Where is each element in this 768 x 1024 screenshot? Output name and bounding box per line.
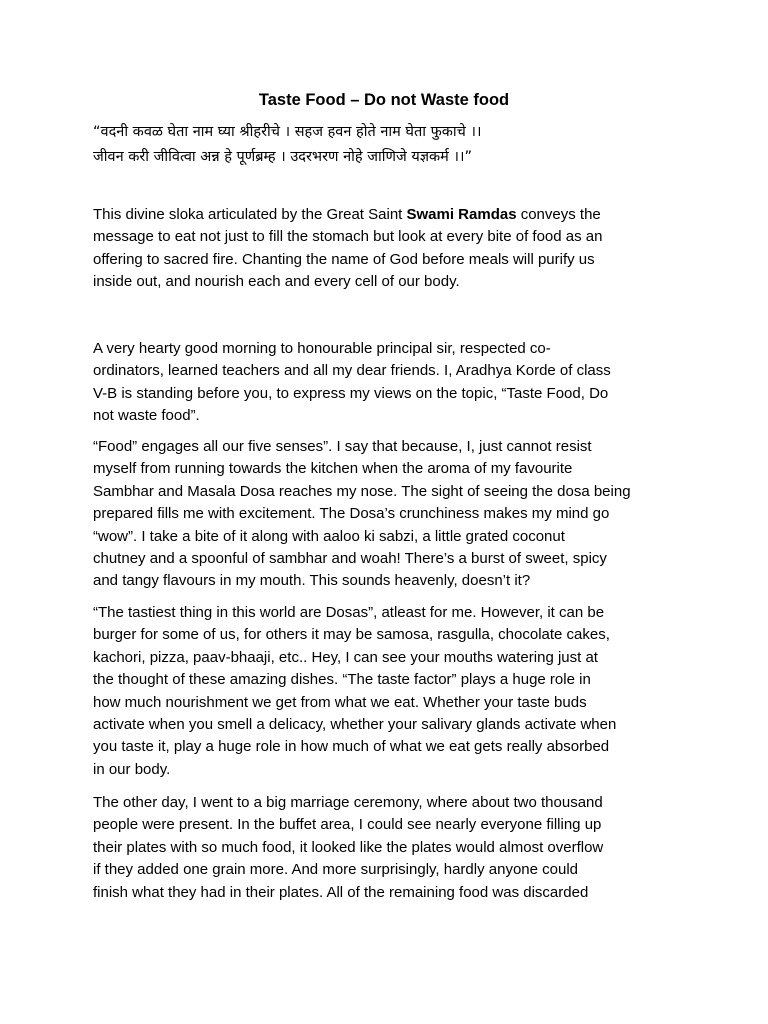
text-span: This divine sloka articulated by the Great Saint xyxy=(93,206,407,223)
paragraph-line: not waste food”. xyxy=(93,407,200,425)
paragraph-line: kachori, pizza, paav-bhaaji, etc.. Hey, I can see your mouths watering just at xyxy=(93,648,598,666)
page-title: Taste Food – Do not Waste food xyxy=(258,91,510,109)
paragraph-line: activate when you smell a delicacy, whether your salivary glands activate when xyxy=(93,716,617,734)
marriage-paragraph xyxy=(93,792,683,904)
greeting-paragraph xyxy=(93,338,683,428)
tastiest-paragraph xyxy=(93,602,683,781)
paragraph-line: “Food” engages all our five senses”. I say that because, I, just cannot resist xyxy=(93,438,592,455)
paragraph-line: “wow”. I take a bite of it along with aaloo ki sabzi, a little grated coconut xyxy=(93,527,565,545)
paragraph-line: finish what they had in their plates. All of the remaining food was discarded xyxy=(93,883,589,901)
paragraph-line: in our body. xyxy=(93,760,171,778)
text-span: conveys the xyxy=(516,206,601,223)
paragraph-line: message to eat not just to fill the stomach but look at every bite of food as an xyxy=(93,228,603,246)
paragraph-line: how much nourishment we get from what we eat. Whether your taste buds xyxy=(93,693,587,711)
sloka-line: जीवन करी जीवित्वा अन्न हे पूर्णब्रम्ह । उदरभरण नोहे जाणिजे यज्ञकर्म ।।” xyxy=(93,149,472,165)
paragraph-line: chutney and a spoonful of sambhar and woah! There’s a burst of sweet, spicy xyxy=(93,550,607,568)
paragraph-line: V-B is standing before you, to express my views on the topic, “Taste Food, Do xyxy=(93,384,609,402)
paragraph-line: you taste it, play a huge role in how much of what we eat gets really absorbed xyxy=(93,738,610,756)
paragraph-line: people were present. In the buffet area, I could see nearly everyone filling up xyxy=(93,816,602,834)
paragraph-line: myself from running towards the kitchen when the aroma of my favourite xyxy=(93,460,573,478)
sloka-text xyxy=(93,120,693,170)
sloka-line: “वदनी कवळ घेता नाम घ्या श्रीहरीचे । सहज हवन होते नाम घेता फुकाचे ।। xyxy=(93,124,482,140)
saint-name: Swami Ramdas xyxy=(406,206,517,223)
paragraph-line: ordinators, learned teachers and all my dear friends. I, Aradhya Korde of class xyxy=(93,362,611,380)
paragraph-line: their plates with so much food, it looked like the plates would almost overflow xyxy=(93,838,604,856)
paragraph-line: inside out, and nourish each and every cell of our body. xyxy=(93,273,460,291)
paragraph-line: The other day, I went to a big marriage ceremony, where about two thousand xyxy=(93,794,603,811)
paragraph-line: A very hearty good morning to honourable principal sir, respected co- xyxy=(93,340,551,357)
paragraph-line: burger for some of us, for others it may be samosa, rasgulla, chocolate cakes, xyxy=(93,626,610,644)
paragraph-line: if they added one grain more. And more surprisingly, hardly anyone could xyxy=(93,861,579,879)
paragraph-line: “The tastiest thing in this world are Dosas”, atleast for me. However, it can be xyxy=(93,604,605,621)
paragraph-line: the thought of these amazing dishes. “The taste factor” plays a huge role in xyxy=(93,671,591,689)
intro-paragraph xyxy=(93,204,683,294)
paragraph-line xyxy=(93,204,683,226)
paragraph-line: prepared fills me with excitement. The Dosa’s crunchiness makes my mind go xyxy=(93,505,610,523)
senses-paragraph xyxy=(93,436,683,593)
paragraph-line: Sambhar and Masala Dosa reaches my nose. The sight of seeing the dosa being xyxy=(93,482,631,500)
paragraph-line: offering to sacred fire. Chanting the name of God before meals will purify us xyxy=(93,250,595,268)
paragraph-line: and tangy flavours in my mouth. This sounds heavenly, doesn’t it? xyxy=(93,572,531,590)
